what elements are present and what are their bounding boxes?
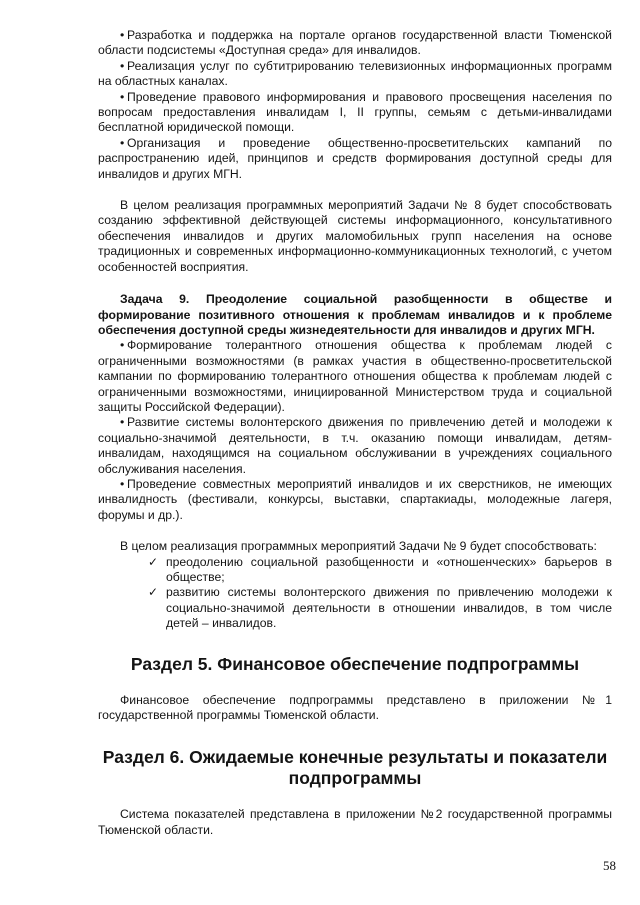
task8-bullet-2 <box>98 59 612 90</box>
task9-bullet-text: Проведение совместных мероприятий инвалидов и их сверстников, не имеющих инвалидность (фестивали, конкурсы, выставки, спартакиады, молодежные лагеря, форумы и др.). <box>98 476 612 522</box>
check-item-text: развитию системы волонтерского движения по привлечению молодежи к социально-значимой деятельности в отношении инвалидов, в том числе детей – инвалидов. <box>166 585 612 631</box>
task9-check-list <box>98 555 612 632</box>
checkmark-icon: ✓ <box>148 585 159 600</box>
bullet-dot: • <box>120 135 125 150</box>
task9-bullet-text: Формирование толерантного отношения общества к проблемам людей с ограниченными возможностями (в рамках участия в общественно-просветительской кампании по формированию толерантного отношения общества к проблемам людей с ограниченными возможностями, инициированной Министерством труда и социальной защиты Российской Федерации). <box>98 338 612 414</box>
bullet-dot: • <box>120 28 125 42</box>
section5-text: Финансовое обеспечение подпрограммы представлено в приложении №1 государственной программы Тюменской области. <box>98 692 612 723</box>
task8-bullet-text: Проведение правового информирования и правового просвещения населения по вопросам предоставления инвалидам I, II группы, семьям с детьми-инвалидами бесплатной юридической помощи. <box>98 89 612 135</box>
task9-summary: В целом реализация программных мероприятий Задачи № 9 будет способствовать: <box>120 539 597 554</box>
task9-check-item-1 <box>148 555 612 586</box>
task8-bullet-text: Организация и проведение общественно-просветительских кампаний по распространению идей, принципов и средств формирования доступной среды для инвалидов и других МГН. <box>98 135 612 181</box>
checkmark-icon: ✓ <box>148 554 159 569</box>
page-content <box>98 28 612 838</box>
task9-bullet-1 <box>98 338 612 415</box>
check-item-text: преодолению социальной разобщенности и «отношенческих» барьеров в обществе; <box>166 554 612 584</box>
task8-bullet-text: Разработка и поддержка на портале органов государственной власти Тюменской области подсистемы «Доступная среда» для инвалидов. <box>98 28 612 58</box>
bullet-dot: • <box>120 58 125 73</box>
bullet-dot: • <box>120 338 125 353</box>
task8-bullet-4 <box>98 136 612 182</box>
task9-bullet-3 <box>98 477 612 523</box>
section5-title: Раздел 5. Финансовое обеспечение подпрограммы <box>130 653 580 674</box>
task9-bullet-2 <box>98 415 612 477</box>
task9-check-item-2 <box>148 585 612 631</box>
section6-text: Система показателей представлена в приложении №2 государственной программы Тюменской области. <box>98 807 612 837</box>
bullet-dot: • <box>120 415 125 430</box>
bullet-dot: • <box>120 89 125 104</box>
task8-bullet-3 <box>98 90 612 136</box>
bullet-dot: • <box>120 476 125 491</box>
page-number: 58 <box>603 858 616 873</box>
task8-summary: В целом реализация программных мероприятий Задачи № 8 будет способствовать созданию эффективной действующей системы информационного, консультативного обеспечения инвалидов и других маломобильных групп населения на основе традиционных и современных информационно-коммуникационных технологий, с учетом особенностей восприятия. <box>98 198 612 274</box>
task8-bullet-text: Реализация услуг по субтитрированию телевизионных информационных программ на областных каналах. <box>98 58 612 89</box>
task9-heading: Задача 9. Преодоление социальной разобщенности в обществе и формирование позитивного отношения к проблемам инвалидов и к проблеме обеспечения доступной среды жизнедеятельности для инвалидов и других МГН. <box>98 292 612 337</box>
task8-bullet-1 <box>98 28 612 59</box>
task9-bullet-text: Развитие системы волонтерского движения по привлечению детей и молодежи к социально-значимой деятельности, в т.ч. оказанию помощи инвалидам, детям-инвалидам, находящимся на социальном обслуживании в учреждениях социального обслуживания населения. <box>98 415 612 476</box>
section6-title: Раздел 6. Ожидаемые конечные результаты и показатели подпрограммы <box>102 747 608 789</box>
